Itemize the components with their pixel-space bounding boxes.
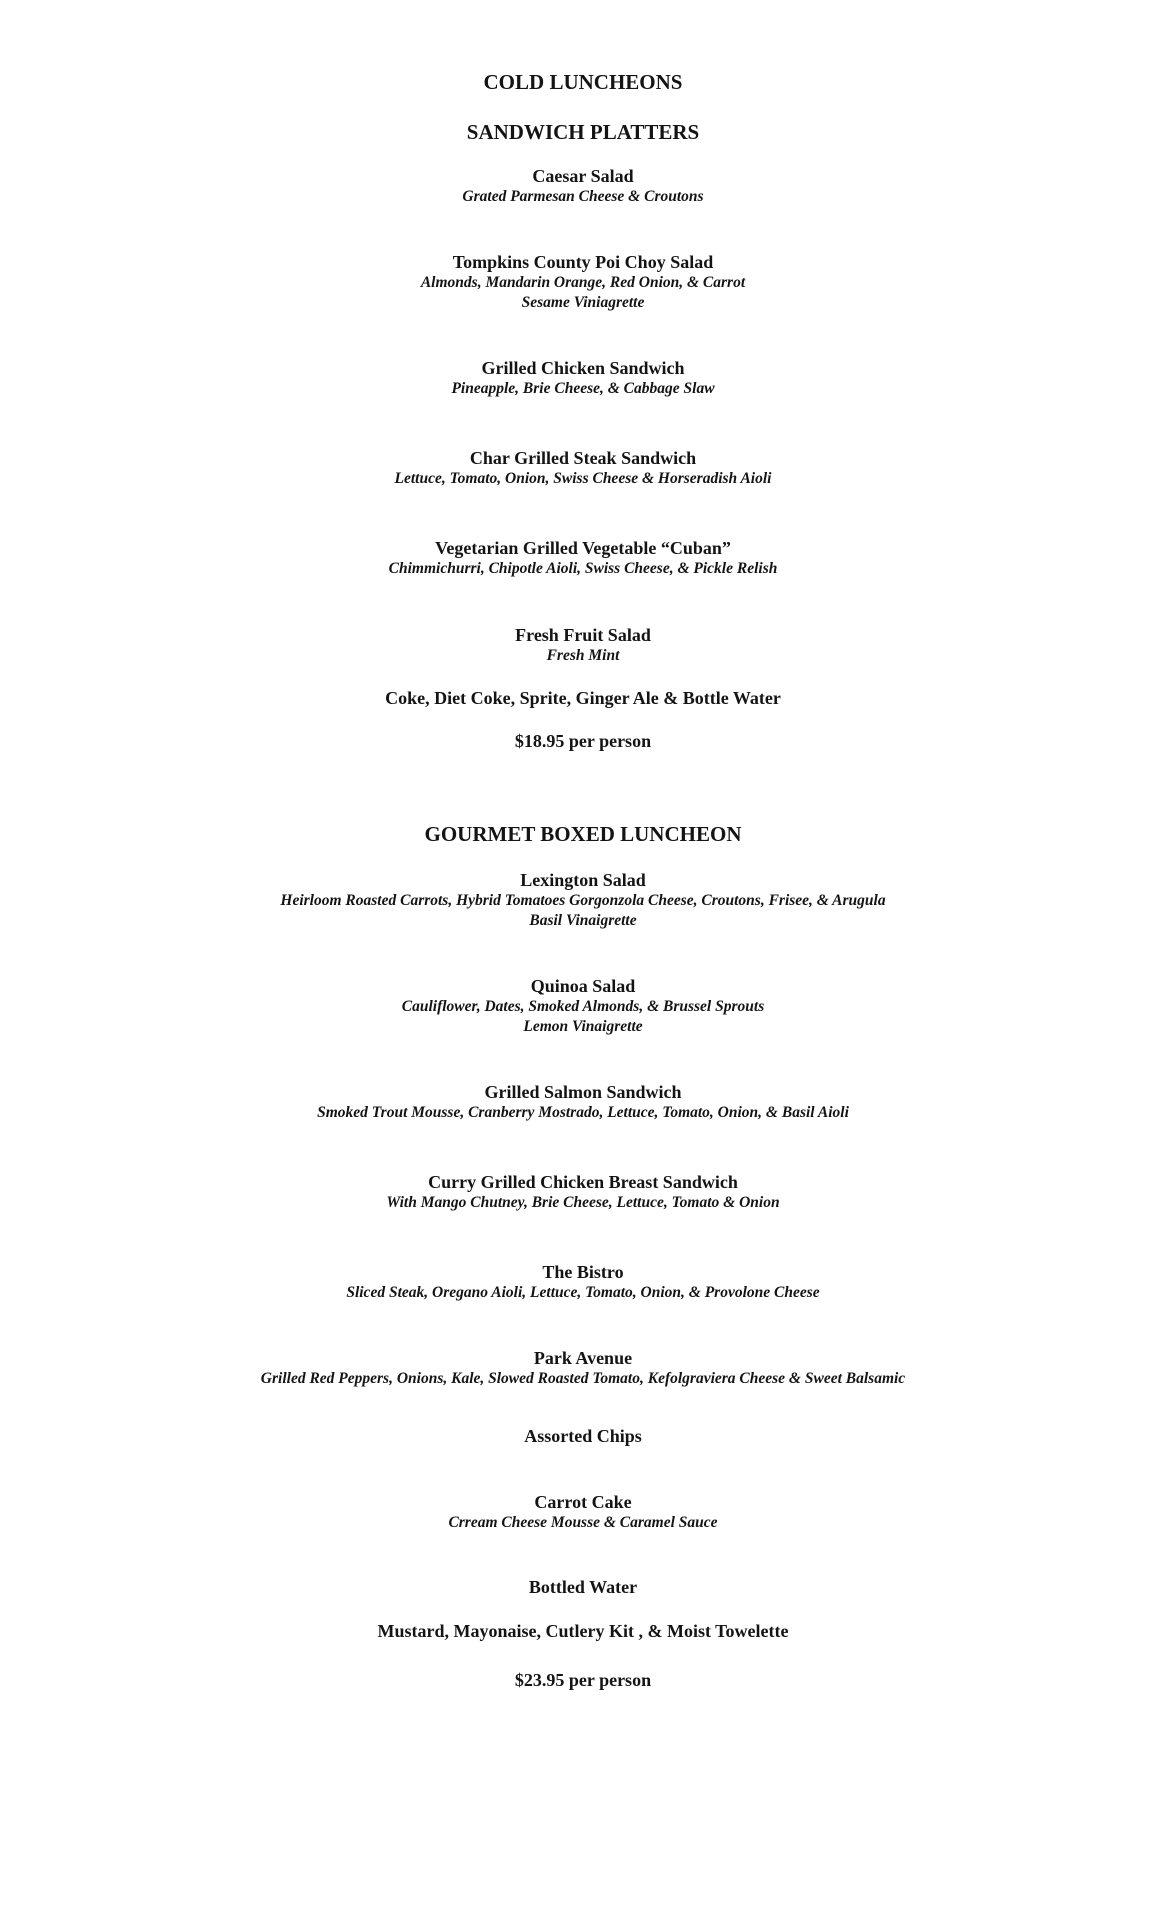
section-title-cold-luncheons: COLD LUNCHEONS (483, 70, 683, 94)
menu-item-name: Bottled Water (528, 1577, 638, 1597)
menu-item-name: Char Grilled Steak Sandwich (469, 448, 697, 468)
menu-item-desc: Crream Cheese Mousse & Caramel Sauce (448, 1514, 718, 1531)
section-title-gourmet-boxed-luncheon: GOURMET BOXED LUNCHEON (424, 822, 742, 846)
beverages-line: Coke, Diet Coke, Sprite, Ginger Ale & Bottle Water (385, 688, 781, 708)
menu-item-name: Curry Grilled Chicken Breast Sandwich (428, 1172, 738, 1192)
menu-item-name: Quinoa Salad (530, 976, 636, 996)
menu-item-name: Vegetarian Grilled Vegetable “Cuban” (435, 538, 731, 558)
menu-item-desc: Sliced Steak, Oregano Aioli, Lettuce, Tomato, Onion, & Provolone Cheese (346, 1284, 820, 1301)
menu-item-desc: Heirloom Roasted Carrots, Hybrid Tomatoes Gorgonzola Cheese, Croutons, Frisee, & Arugula (280, 892, 886, 909)
menu-item-desc: Grated Parmesan Cheese & Croutons (462, 188, 704, 205)
menu-item-desc: Lemon Vinaigrette (523, 1018, 643, 1035)
menu-item-desc: Grilled Red Peppers, Onions, Kale, Slowed Roasted Tomato, Kefolgraviera Cheese & Sweet Balsamic (260, 1370, 906, 1387)
menu-item-desc: Chimmichurri, Chipotle Aioli, Swiss Cheese, & Pickle Relish (388, 560, 778, 577)
menu-item-desc: Almonds, Mandarin Orange, Red Onion, & Carrot (420, 274, 746, 291)
menu-item-desc: Sesame Viniagrette (521, 294, 645, 311)
menu-item-name: Assorted Chips (524, 1426, 642, 1446)
menu-item-desc: Fresh Mint (546, 647, 620, 664)
menu-item-desc: Pineapple, Brie Cheese, & Cabbage Slaw (451, 380, 715, 397)
menu-item-desc: Basil Vinaigrette (529, 912, 637, 929)
menu-item-name: Grilled Chicken Sandwich (481, 358, 685, 378)
price-cold-luncheons: $18.95 per person (514, 731, 652, 751)
menu-item-desc: Cauliflower, Dates, Smoked Almonds, & Brussel Sprouts (401, 998, 765, 1015)
menu-item-name: Carrot Cake (534, 1492, 632, 1512)
price-gourmet-boxed-luncheon: $23.95 per person (514, 1670, 652, 1690)
menu-item-desc: Lettuce, Tomato, Onion, Swiss Cheese & Horseradish Aioli (394, 470, 772, 487)
menu-item-name: Park Avenue (533, 1348, 633, 1368)
menu-item-name: Caesar Salad (532, 166, 634, 186)
menu-item-name: Fresh Fruit Salad (515, 625, 651, 645)
menu-item-name: Tompkins County Poi Choy Salad (452, 252, 714, 272)
menu-item-name: Lexington Salad (520, 870, 646, 890)
section-subtitle-sandwich-platters: SANDWICH PLATTERS (466, 120, 700, 144)
extras-line: Mustard, Mayonaise, Cutlery Kit , & Moist Towelette (377, 1621, 789, 1641)
menu-item-name: Grilled Salmon Sandwich (484, 1082, 682, 1102)
menu-item-desc: Smoked Trout Mousse, Cranberry Mostrado, Lettuce, Tomato, Onion, & Basil Aioli (317, 1104, 849, 1121)
menu-item-desc: With Mango Chutney, Brie Cheese, Lettuce, Tomato & Onion (386, 1194, 780, 1211)
menu-item-name: The Bistro (542, 1262, 624, 1282)
